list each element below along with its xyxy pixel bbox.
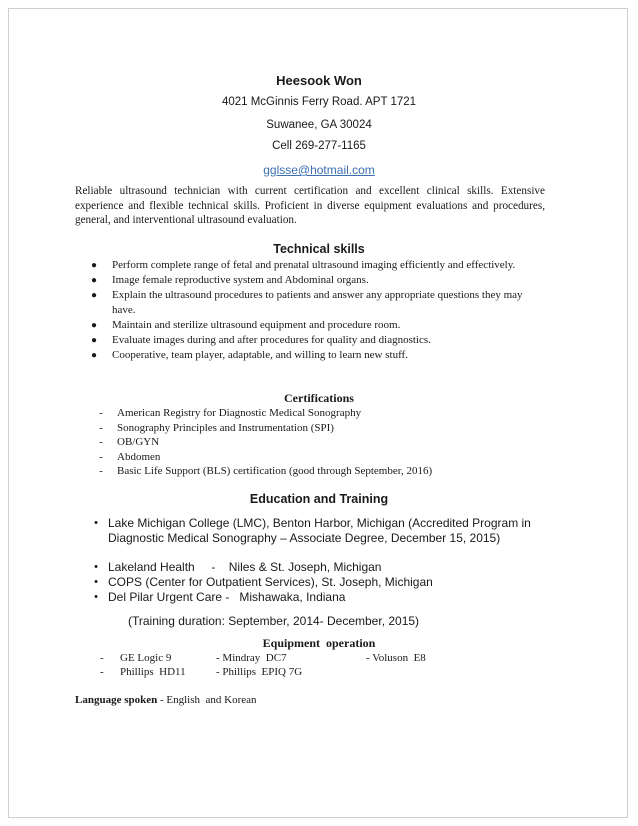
list-item: ● Image female reproductive system and Abdominal organs. <box>112 273 548 288</box>
language-label: Language spoken <box>75 694 158 706</box>
list-item: - Basic Life Support (BLS) certification (good through September, 2016) <box>117 464 555 479</box>
bullet-icon: ● <box>90 335 98 346</box>
phone-number: Cell 269-277-1165 <box>272 140 366 152</box>
technical-skills-heading: Technical skills <box>273 242 365 256</box>
bullet-icon: ● <box>90 260 98 271</box>
list-item: ● Cooperative, team player, adaptable, and willing to learn new stuff. <box>112 348 548 363</box>
list-item: • Del Pilar Urgent Care - Mishawaka, Indiana <box>108 590 570 605</box>
equipment-item: - Phillips EPIQ 7G <box>216 666 303 678</box>
dash-icon: - <box>100 652 104 664</box>
dash-icon: - <box>99 450 103 463</box>
professional-summary: Reliable ultrasound technician with current certification and excellent clinical skills. Extensive experience and flexible technical skills. Proficient in diverse equipment evaluations and procedures, general, and interventional ultrasound evaluation. <box>75 185 545 226</box>
education-list-1 <box>90 516 570 546</box>
education-list-2 <box>90 560 570 605</box>
address-line-1: 4021 McGinnis Ferry Road. APT 1721 <box>221 96 417 108</box>
certifications-list <box>95 406 555 479</box>
equipment-item: - Mindray DC7 <box>216 652 287 664</box>
list-item: - American Registry for Diagnostic Medical Sonography <box>117 406 555 421</box>
bullet-icon: ● <box>90 350 98 361</box>
dash-icon: - <box>99 407 103 419</box>
dash-icon: - <box>99 465 103 478</box>
list-item: • Lake Michigan College (LMC), Benton Harbor, Michigan (Accredited Program in Diagnostic Medical Sonography – Associate Degree, December 15, 2015) <box>108 516 570 546</box>
email-link[interactable]: gglsse@hotmail.com <box>263 163 375 177</box>
dash-icon: - <box>99 436 103 449</box>
list-item: ● Maintain and sterilize ultrasound equipment and procedure room. <box>112 318 548 333</box>
list-item: - Sonography Principles and Instrumentation (SPI) <box>117 421 555 436</box>
equipment-item: GE Logic 9 <box>120 652 172 664</box>
bullet-icon: • <box>94 591 98 603</box>
training-duration: (Training duration: September, 2014- December, 2015) <box>128 614 420 628</box>
bullet-icon: • <box>94 561 98 573</box>
list-item: - OB/GYN <box>117 435 555 450</box>
certifications-heading: Certifications <box>284 391 354 405</box>
list-item: ● Explain the ultrasound procedures to patients and answer any appropriate questions they may have. <box>112 288 548 318</box>
education-heading: Education and Training <box>249 492 389 506</box>
equipment-heading: Equipment operation <box>262 636 376 650</box>
technical-skills-list <box>88 258 548 363</box>
language-line <box>75 694 257 706</box>
equipment-item: Phillips HD11 <box>120 666 186 678</box>
bullet-icon: • <box>94 576 98 588</box>
dash-icon: - <box>100 666 104 678</box>
list-item: • COPS (Center for Outpatient Services), St. Joseph, Michigan <box>108 575 570 590</box>
list-item: ● Perform complete range of fetal and prenatal ultrasound imaging efficiently and effectively. <box>112 258 548 273</box>
list-item: ● Evaluate images during and after procedures for quality and diagnostics. <box>112 333 548 348</box>
dash-icon: - <box>99 421 103 434</box>
equipment-item: - Voluson E8 <box>366 652 426 664</box>
applicant-name: Heesook Won <box>276 73 362 88</box>
list-item: • Lakeland Health - Niles & St. Joseph, Michigan <box>108 560 570 575</box>
language-value: - English and Korean <box>157 694 257 706</box>
bullet-icon: ● <box>90 290 98 301</box>
address-line-2: Suwanee, GA 30024 <box>266 119 372 131</box>
bullet-icon: • <box>94 517 98 529</box>
bullet-icon: ● <box>90 275 98 286</box>
bullet-icon: ● <box>90 320 98 331</box>
list-item: - Abdomen <box>117 450 555 465</box>
